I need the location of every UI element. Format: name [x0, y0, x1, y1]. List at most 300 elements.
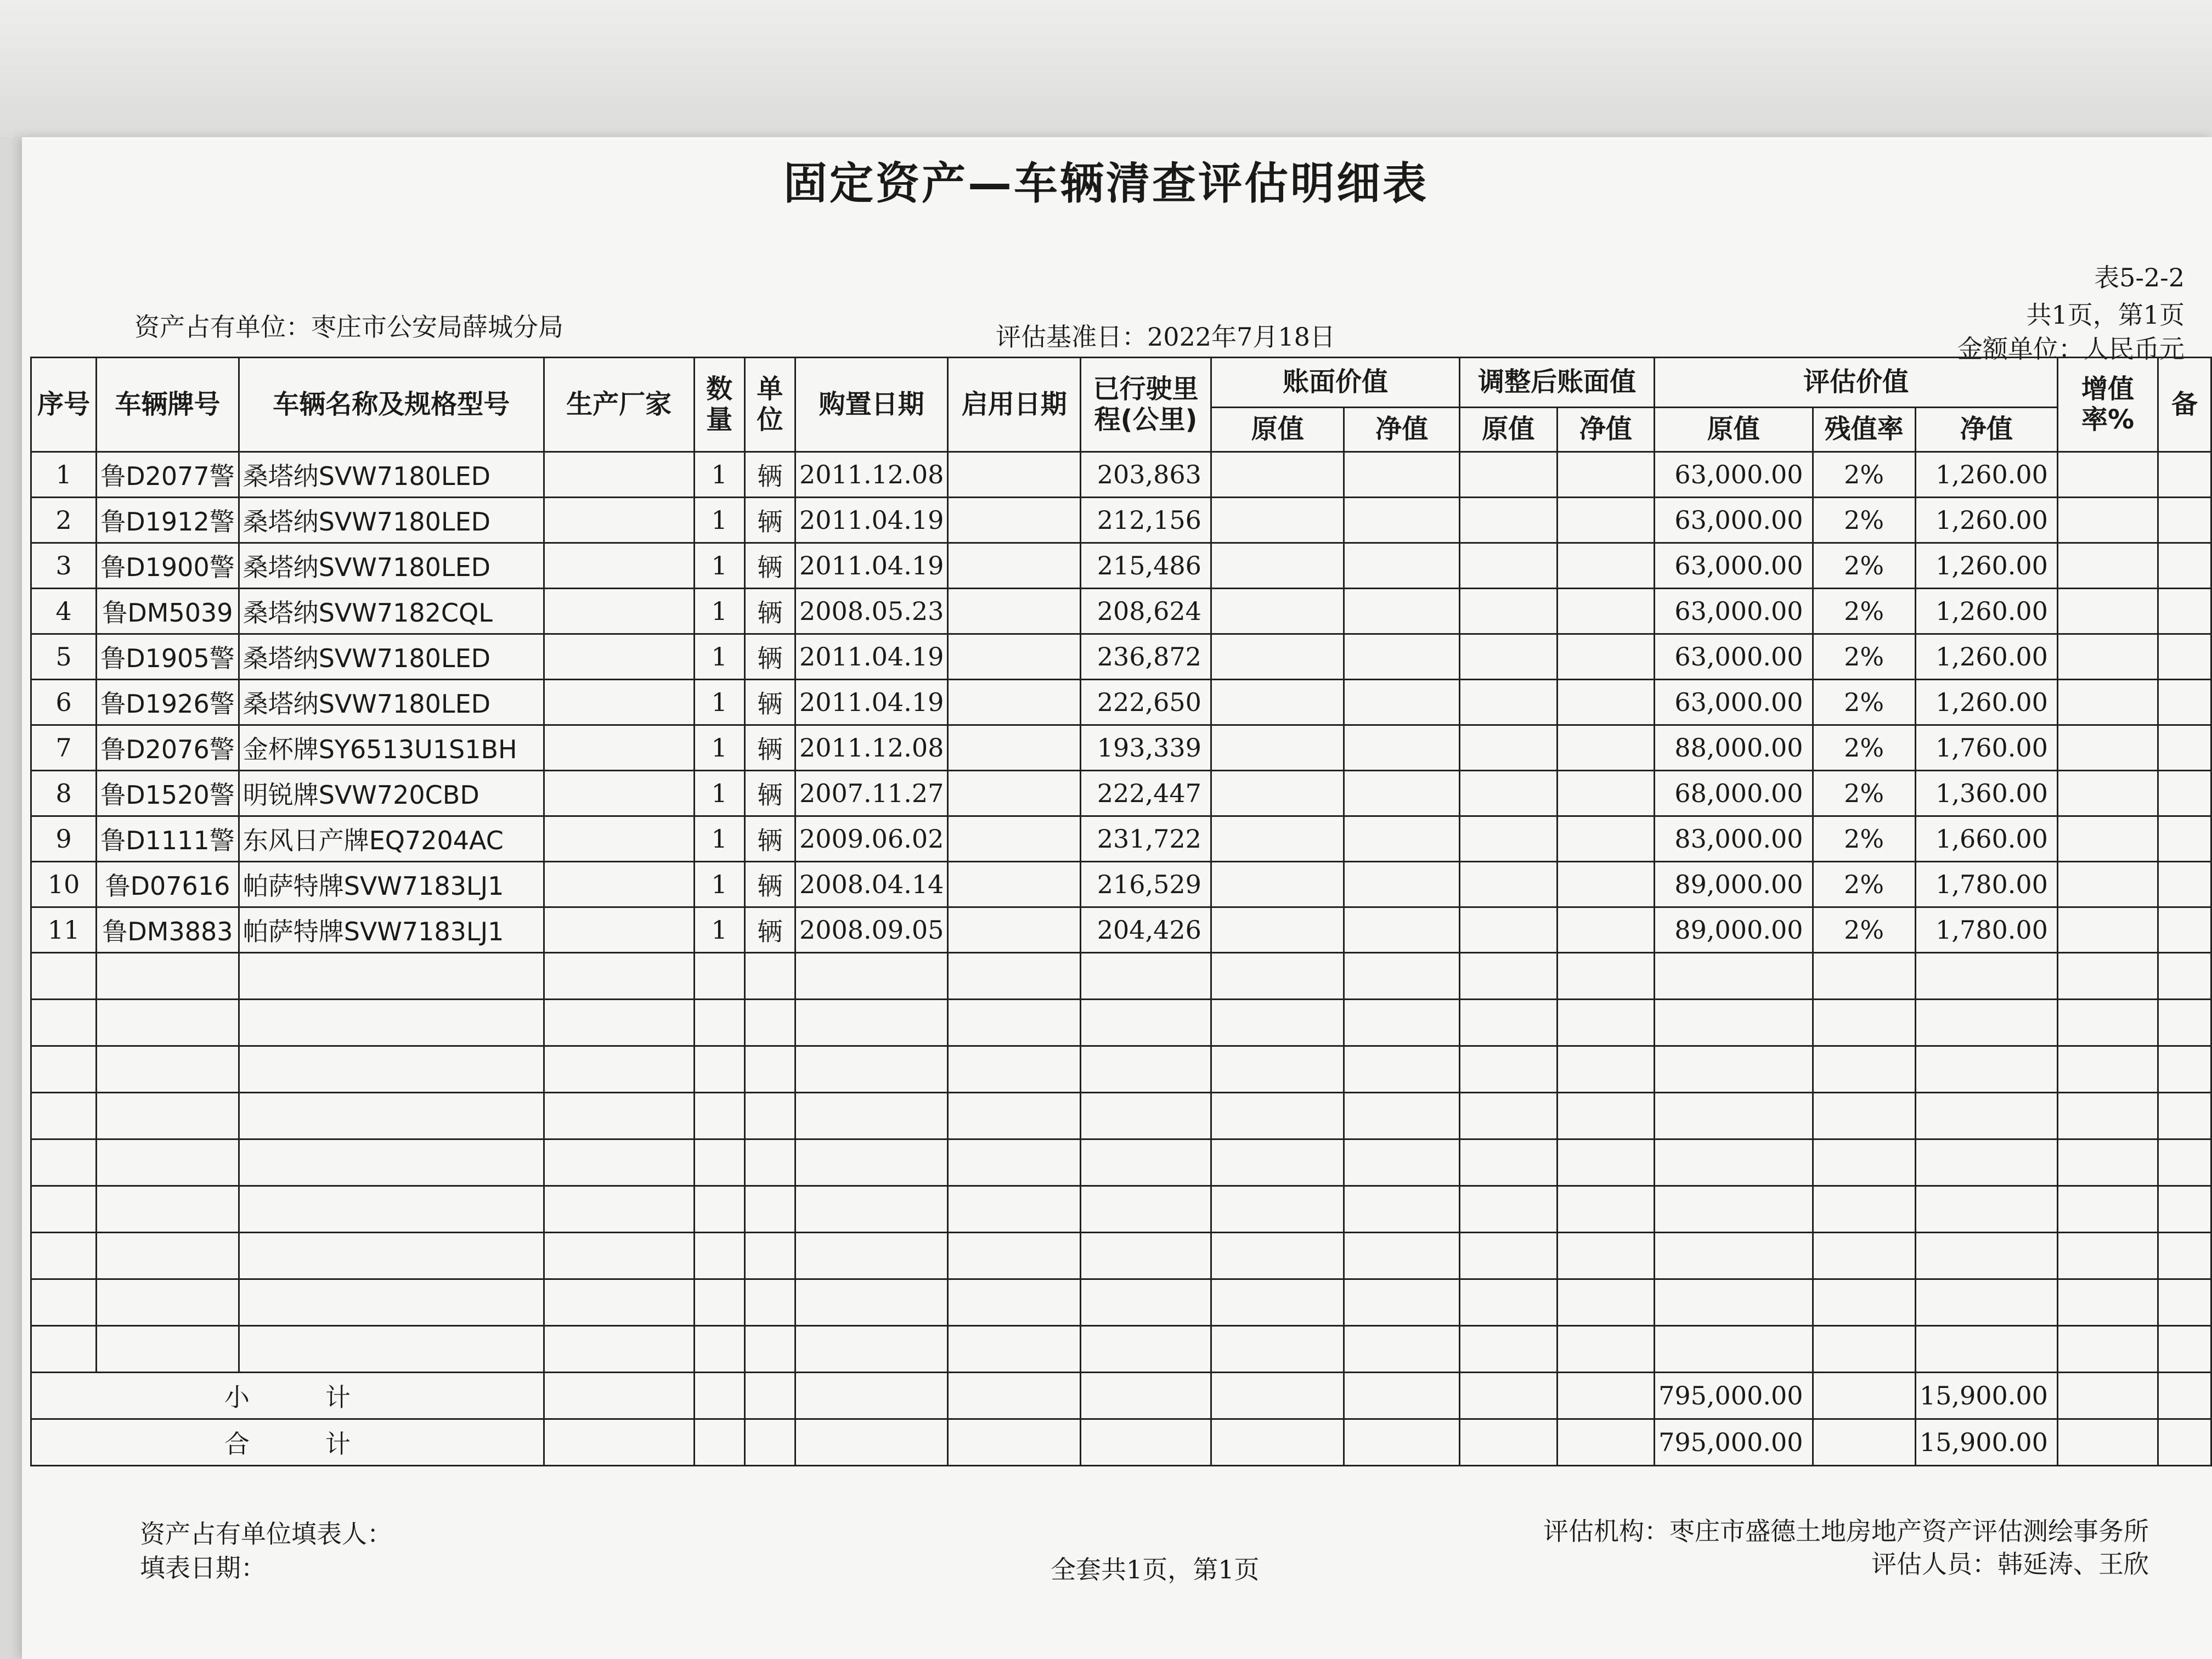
empty-cell [1344, 1233, 1460, 1279]
empty-cell [694, 1139, 744, 1186]
empty-cell [1211, 1279, 1344, 1326]
empty-cell [2158, 953, 2211, 1000]
empty-cell [544, 1093, 694, 1139]
row-plate: 鲁D1111警 [97, 816, 239, 862]
row-purchase-date: 2008.04.14 [795, 862, 947, 907]
empty-cell [544, 953, 694, 1000]
empty-cell [2158, 907, 2211, 953]
empty-cell [795, 1326, 947, 1373]
empty-cell [1081, 1093, 1211, 1139]
empty-cell [1557, 771, 1655, 816]
row-appraised-orig: 89,000.00 [1655, 862, 1813, 907]
empty-cell [2158, 1000, 2211, 1046]
empty-cell [2057, 1186, 2158, 1233]
currency-unit: 金额单位：人民币元 [1957, 334, 2185, 364]
row-seq: 6 [31, 680, 97, 725]
empty-cell [239, 1186, 544, 1233]
empty-cell [544, 680, 694, 725]
empty-cell [744, 1279, 795, 1326]
empty-cell [1344, 907, 1460, 953]
row-qty: 1 [694, 498, 744, 543]
col-book-net: 净值 [1344, 408, 1460, 452]
row-seq: 9 [31, 816, 97, 862]
empty-cell [1557, 1139, 1655, 1186]
empty-cell [1557, 862, 1655, 907]
empty-cell [1813, 1139, 1915, 1186]
row-unit: 辆 [744, 680, 795, 725]
row-appraised-orig: 63,000.00 [1655, 589, 1813, 634]
empty-cell [2057, 452, 2158, 498]
empty-cell [1915, 1046, 2057, 1093]
row-residual-rate: 2% [1813, 816, 1915, 862]
row-seq: 5 [31, 634, 97, 680]
empty-cell [2057, 771, 2158, 816]
row-model: 桑塔纳SVW7182CQL [239, 589, 544, 634]
page-count: 共1页，第1页 [2026, 300, 2185, 330]
blank-row [31, 1046, 2211, 1093]
empty-cell [1460, 1279, 1558, 1326]
empty-cell [1655, 1093, 1813, 1139]
row-appraised-net: 1,780.00 [1915, 907, 2057, 953]
empty-cell [1557, 1093, 1655, 1139]
row-mileage: 231,722 [1081, 816, 1211, 862]
empty-cell [31, 1279, 97, 1326]
row-purchase-date: 2011.04.19 [795, 634, 947, 680]
empty-cell [2158, 498, 2211, 543]
table-row [31, 816, 2211, 862]
empty-cell [2158, 452, 2211, 498]
row-appraised-net: 1,260.00 [1915, 589, 2057, 634]
row-appraised-net: 1,260.00 [1915, 680, 2057, 725]
empty-cell [239, 1000, 544, 1046]
col-qty: 数量 [694, 358, 744, 452]
empty-cell [239, 1139, 544, 1186]
empty-cell [1344, 1139, 1460, 1186]
row-residual-rate: 2% [1813, 907, 1915, 953]
empty-cell [1460, 907, 1558, 953]
empty-cell [31, 1046, 97, 1093]
empty-cell [1460, 680, 1558, 725]
row-seq: 1 [31, 452, 97, 498]
empty-cell [948, 680, 1081, 725]
row-qty: 1 [694, 862, 744, 907]
empty-cell [2057, 1326, 2158, 1373]
row-unit: 辆 [744, 862, 795, 907]
row-qty: 1 [694, 725, 744, 771]
empty-cell [795, 1000, 947, 1046]
empty-cell [239, 1279, 544, 1326]
empty-cell [2158, 1186, 2211, 1233]
empty-cell [1211, 680, 1344, 725]
empty-cell [694, 1093, 744, 1139]
empty-cell [97, 1139, 239, 1186]
empty-cell [744, 953, 795, 1000]
empty-cell [544, 589, 694, 634]
empty-cell [1557, 725, 1655, 771]
empty-cell [1211, 725, 1344, 771]
empty-cell [1460, 1326, 1558, 1373]
empty-cell [1460, 589, 1558, 634]
row-purchase-date: 2011.04.19 [795, 498, 947, 543]
row-appraised-orig: 63,000.00 [1655, 498, 1813, 543]
empty-cell [1344, 1093, 1460, 1139]
empty-cell [97, 953, 239, 1000]
empty-cell [544, 771, 694, 816]
col-purchase-date: 购置日期 [795, 358, 947, 452]
empty-cell [1655, 1233, 1813, 1279]
empty-cell [1211, 1093, 1344, 1139]
empty-cell [239, 953, 544, 1000]
row-seq: 7 [31, 725, 97, 771]
empty-cell [1460, 725, 1558, 771]
row-appraised-net: 1,260.00 [1915, 634, 2057, 680]
row-purchase-date: 2008.05.23 [795, 589, 947, 634]
empty-cell [31, 1186, 97, 1233]
empty-cell [948, 725, 1081, 771]
row-plate: 鲁D2076警 [97, 725, 239, 771]
empty-cell [2057, 1279, 2158, 1326]
empty-cell [1344, 1046, 1460, 1093]
empty-cell [1813, 1093, 1915, 1139]
empty-cell [1557, 589, 1655, 634]
empty-cell [544, 498, 694, 543]
empty-cell [694, 1000, 744, 1046]
col-seq: 序号 [31, 358, 97, 452]
empty-cell [1557, 498, 1655, 543]
empty-cell [544, 862, 694, 907]
empty-cell [948, 1279, 1081, 1326]
empty-cell [1915, 1279, 2057, 1326]
subtotal-row [31, 1373, 2211, 1419]
empty-cell [1813, 1046, 1915, 1093]
empty-cell [544, 1326, 694, 1373]
col-appraised-orig: 原值 [1655, 408, 1813, 452]
empty-cell [1211, 1000, 1344, 1046]
empty-cell [2057, 1093, 2158, 1139]
col-unit: 单位 [744, 358, 795, 452]
empty-cell [694, 953, 744, 1000]
empty-cell [1344, 452, 1460, 498]
empty-cell [1460, 1046, 1558, 1093]
row-unit: 辆 [744, 589, 795, 634]
row-seq: 11 [31, 907, 97, 953]
empty-cell [1344, 816, 1460, 862]
row-plate: 鲁D1926警 [97, 680, 239, 725]
row-mileage: 222,447 [1081, 771, 1211, 816]
row-unit: 辆 [744, 725, 795, 771]
empty-cell [2158, 680, 2211, 725]
empty-cell [1915, 1000, 2057, 1046]
empty-cell [2057, 725, 2158, 771]
empty-cell [1460, 771, 1558, 816]
empty-cell [97, 1046, 239, 1093]
empty-cell [1557, 907, 1655, 953]
row-unit: 辆 [744, 634, 795, 680]
empty-cell [1344, 953, 1460, 1000]
col-appraised-net: 净值 [1915, 408, 2057, 452]
empty-cell [744, 1326, 795, 1373]
empty-cell [2057, 1046, 2158, 1093]
empty-cell [694, 1046, 744, 1093]
empty-cell [1344, 680, 1460, 725]
empty-cell [31, 1233, 97, 1279]
table-number: 表5-2-2 [2094, 263, 2185, 292]
empty-cell [1211, 1046, 1344, 1093]
empty-cell [1081, 1233, 1211, 1279]
empty-cell [31, 1139, 97, 1186]
col-appraised-value: 评估价值 [1655, 358, 2058, 408]
empty-cell [795, 1139, 947, 1186]
row-appraised-net: 1,780.00 [1915, 862, 2057, 907]
empty-cell [1211, 452, 1344, 498]
row-mileage: 193,339 [1081, 725, 1211, 771]
col-book-value: 账面价值 [1211, 358, 1459, 408]
blank-row [31, 1186, 2211, 1233]
empty-cell [1557, 543, 1655, 589]
row-seq: 2 [31, 498, 97, 543]
empty-cell [544, 816, 694, 862]
empty-cell [1211, 862, 1344, 907]
row-plate: 鲁D07616 [97, 862, 239, 907]
empty-cell [1211, 498, 1344, 543]
row-purchase-date: 2011.12.08 [795, 725, 947, 771]
row-plate: 鲁D1912警 [97, 498, 239, 543]
row-seq: 8 [31, 771, 97, 816]
row-residual-rate: 2% [1813, 452, 1915, 498]
empty-cell [1211, 1139, 1344, 1186]
empty-cell [795, 1233, 947, 1279]
empty-cell [1557, 1046, 1655, 1093]
empty-cell [1460, 1186, 1558, 1233]
row-mileage: 222,650 [1081, 680, 1211, 725]
row-unit: 辆 [744, 452, 795, 498]
empty-cell [1460, 862, 1558, 907]
empty-cell [2158, 1093, 2211, 1139]
empty-cell [795, 953, 947, 1000]
row-residual-rate: 2% [1813, 680, 1915, 725]
col-start-date: 启用日期 [948, 358, 1081, 452]
blank-row [31, 1093, 2211, 1139]
row-appraised-net: 1,360.00 [1915, 771, 2057, 816]
empty-cell [1344, 862, 1460, 907]
empty-cell [948, 771, 1081, 816]
empty-cell [1211, 1326, 1344, 1373]
table-row [31, 452, 2211, 498]
row-mileage: 208,624 [1081, 589, 1211, 634]
filler-label: 资产占有单位填表人： [140, 1519, 392, 1549]
row-unit: 辆 [744, 498, 795, 543]
empty-cell [239, 1326, 544, 1373]
row-plate: 鲁D2077警 [97, 452, 239, 498]
row-qty: 1 [694, 543, 744, 589]
empty-cell [1211, 771, 1344, 816]
empty-cell [1081, 953, 1211, 1000]
col-adjusted-book-value: 调整后账面值 [1460, 358, 1655, 408]
row-model: 明锐牌SVW720CBD [239, 771, 544, 816]
empty-cell [97, 1000, 239, 1046]
empty-cell [948, 1326, 1081, 1373]
col-adjusted-net: 净值 [1557, 408, 1655, 452]
empty-cell [1081, 1279, 1211, 1326]
row-model: 桑塔纳SVW7180LED [239, 452, 544, 498]
empty-cell [948, 953, 1081, 1000]
empty-cell [948, 543, 1081, 589]
empty-cell [1655, 1139, 1813, 1186]
empty-cell [1915, 1326, 2057, 1373]
empty-cell [1211, 1233, 1344, 1279]
row-model: 桑塔纳SVW7180LED [239, 543, 544, 589]
fill-date-label: 填表日期： [140, 1553, 266, 1583]
row-appraised-net: 1,260.00 [1915, 452, 2057, 498]
empty-cell [544, 1279, 694, 1326]
total-net: 15,900.00 [1915, 1419, 2057, 1466]
table-row [31, 862, 2211, 907]
row-mileage: 204,426 [1081, 907, 1211, 953]
empty-cell [1211, 589, 1344, 634]
empty-cell [795, 1279, 947, 1326]
row-mileage: 212,156 [1081, 498, 1211, 543]
empty-cell [1655, 1186, 1813, 1233]
empty-cell [694, 1279, 744, 1326]
page-top-shadow [0, 0, 2212, 137]
empty-cell [948, 589, 1081, 634]
vehicle-assessment-table [30, 357, 2212, 1466]
table-row [31, 907, 2211, 953]
row-purchase-date: 2007.11.27 [795, 771, 947, 816]
empty-cell [1813, 953, 1915, 1000]
empty-cell [2158, 1326, 2211, 1373]
empty-cell [1460, 953, 1558, 1000]
empty-cell [2057, 1139, 2158, 1186]
empty-cell [1460, 498, 1558, 543]
row-appraised-net: 1,260.00 [1915, 498, 2057, 543]
empty-cell [1655, 1326, 1813, 1373]
empty-cell [744, 1233, 795, 1279]
empty-cell [1557, 1186, 1655, 1233]
empty-cell [1460, 816, 1558, 862]
subtotal-orig: 795,000.00 [1655, 1373, 1813, 1419]
empty-cell [1344, 543, 1460, 589]
page-info: 全套共1页，第1页 [1051, 1555, 1260, 1584]
appraisers: 评估人员：韩延涛、王欣 [1871, 1549, 2149, 1579]
empty-cell [744, 1000, 795, 1046]
row-residual-rate: 2% [1813, 862, 1915, 907]
empty-cell [1344, 771, 1460, 816]
row-qty: 1 [694, 771, 744, 816]
empty-cell [2158, 725, 2211, 771]
empty-cell [2057, 816, 2158, 862]
assessment-agency: 评估机构：枣庄市盛德土地房地产资产评估测绘事务所 [1543, 1516, 2149, 1546]
empty-cell [1344, 1279, 1460, 1326]
table-body [31, 452, 2211, 1373]
empty-cell [2158, 1233, 2211, 1279]
empty-cell [1915, 953, 2057, 1000]
subtotal-net: 15,900.00 [1915, 1373, 2057, 1419]
empty-cell [1915, 1093, 2057, 1139]
document-title: 固定资产—车辆清查评估明细表 [783, 158, 1429, 209]
empty-cell [1344, 634, 1460, 680]
col-remark: 备 [2158, 358, 2211, 452]
empty-cell [2057, 543, 2158, 589]
empty-cell [2057, 1000, 2158, 1046]
row-appraised-net: 1,760.00 [1915, 725, 2057, 771]
table-row [31, 634, 2211, 680]
empty-cell [1655, 1279, 1813, 1326]
col-adjusted-orig: 原值 [1460, 408, 1558, 452]
row-appraised-net: 1,660.00 [1915, 816, 2057, 862]
row-seq: 4 [31, 589, 97, 634]
blank-row [31, 1326, 2211, 1373]
row-purchase-date: 2011.12.08 [795, 452, 947, 498]
empty-cell [2057, 680, 2158, 725]
empty-cell [1813, 1233, 1915, 1279]
empty-cell [1557, 816, 1655, 862]
empty-cell [1081, 1000, 1211, 1046]
empty-cell [795, 1186, 947, 1233]
empty-cell [744, 1046, 795, 1093]
empty-cell [544, 1186, 694, 1233]
subtotal-label: 小 计 [31, 1373, 544, 1419]
empty-cell [1460, 634, 1558, 680]
row-qty: 1 [694, 680, 744, 725]
empty-cell [1557, 953, 1655, 1000]
empty-cell [1915, 1139, 2057, 1186]
empty-cell [1557, 1233, 1655, 1279]
empty-cell [694, 1186, 744, 1233]
empty-cell [948, 634, 1081, 680]
empty-cell [2057, 1233, 2158, 1279]
empty-cell [948, 862, 1081, 907]
empty-cell [1655, 1046, 1813, 1093]
col-model: 车辆名称及规格型号 [239, 358, 544, 452]
empty-cell [1813, 1186, 1915, 1233]
empty-cell [1460, 1233, 1558, 1279]
total-row [31, 1419, 2211, 1466]
empty-cell [2057, 907, 2158, 953]
empty-cell [2057, 498, 2158, 543]
empty-cell [2158, 862, 2211, 907]
empty-cell [239, 1046, 544, 1093]
empty-cell [948, 1046, 1081, 1093]
row-model: 帕萨特牌SVW7183LJ1 [239, 907, 544, 953]
row-plate: 鲁DM3883 [97, 907, 239, 953]
empty-cell [1211, 634, 1344, 680]
empty-cell [1460, 1093, 1558, 1139]
row-residual-rate: 2% [1813, 543, 1915, 589]
empty-cell [544, 1000, 694, 1046]
row-model: 桑塔纳SVW7180LED [239, 498, 544, 543]
empty-cell [2057, 862, 2158, 907]
empty-cell [1344, 725, 1460, 771]
empty-cell [1557, 1326, 1655, 1373]
empty-cell [1915, 1186, 2057, 1233]
row-residual-rate: 2% [1813, 771, 1915, 816]
empty-cell [1655, 953, 1813, 1000]
empty-cell [1081, 1139, 1211, 1186]
row-plate: 鲁D1520警 [97, 771, 239, 816]
row-purchase-date: 2011.04.19 [795, 680, 947, 725]
empty-cell [2158, 1279, 2211, 1326]
owner-unit: 资产占有单位：枣庄市公安局薛城分局 [134, 312, 563, 342]
empty-cell [1081, 1186, 1211, 1233]
empty-cell [544, 1046, 694, 1093]
empty-cell [795, 1046, 947, 1093]
row-qty: 1 [694, 907, 744, 953]
empty-cell [795, 1093, 947, 1139]
empty-cell [1460, 452, 1558, 498]
empty-cell [1557, 680, 1655, 725]
empty-cell [1460, 1139, 1558, 1186]
